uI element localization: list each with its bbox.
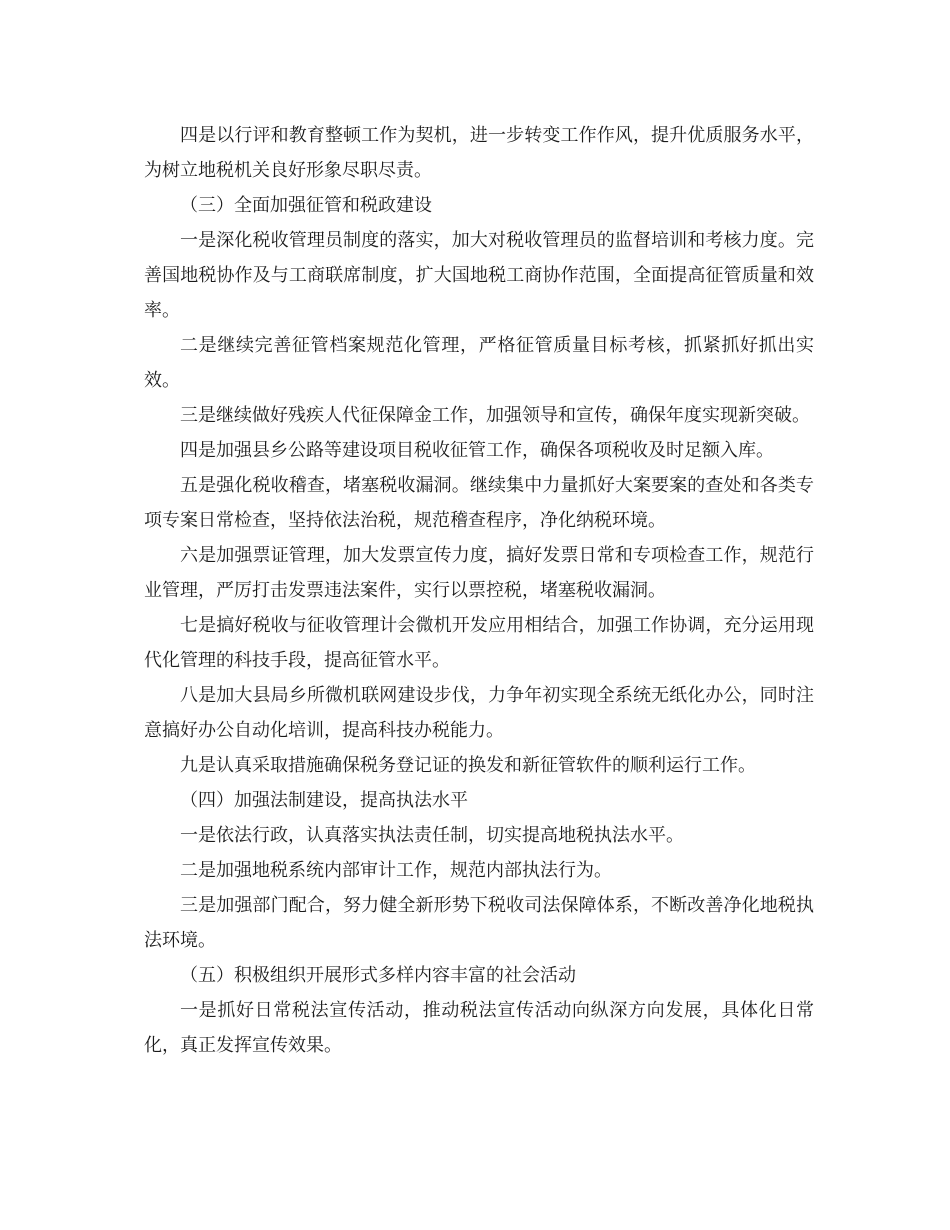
- paragraph-service-quality: 四是以行评和教育整顿工作为契机，进一步转变工作作风，提升优质服务水平，为树立地税机关良好形象尽职尽责。: [144, 125, 814, 181]
- paragraph-internal-audit: 二是加强地税系统内部审计工作，规范内部执法行为。: [180, 860, 612, 881]
- paragraph-road-projects: 四是加强县乡公路等建设项目税收征管工作，确保各项税收及时足额入库。: [180, 440, 774, 461]
- section-heading-5: （五）积极组织开展形式多样内容丰富的社会活动: [180, 965, 576, 986]
- paragraph-tax-inspection: 五是强化税收稽查，堵塞税收漏洞。继续集中力量抓好大案要案的查处和各类专项专案日常检查，坚持依法治税，规范稽查程序，净化纳税环境。: [144, 475, 814, 531]
- paragraph-tax-manager-system: 一是深化税收管理员制度的落实，加大对税收管理员的监督培训和考核力度。完善国地税协作及与工商联席制度，扩大国地税工商协作范围，全面提高征管质量和效率。: [144, 230, 814, 321]
- paragraph-disability-fund: 三是继续做好残疾人代征保障金工作，加强领导和宣传，确保年度实现新突破。: [180, 405, 810, 426]
- document-body: [144, 118, 814, 1063]
- section-heading-3: （三）全面加强征管和税政建设: [180, 195, 432, 216]
- paragraph-law-enforcement: 一是依法行政，认真落实执法责任制，切实提高地税执法水平。: [180, 825, 684, 846]
- paragraph-computer-application: 七是搞好税收与征收管理计会微机开发应用相结合，加强工作协调，充分运用现代化管理的科技手段，提高征管水平。: [144, 615, 814, 671]
- paragraph-archive-management: 二是继续完善征管档案规范化管理，严格征管质量目标考核，抓紧抓好抓出实效。: [144, 335, 814, 391]
- paragraph-registration-software: 九是认真采取措施确保税务登记证的换发和新征管软件的顺利运行工作。: [180, 755, 756, 776]
- paragraph-tax-law-publicity: 一是抓好日常税法宣传活动，推动税法宣传活动向纵深方向发展，具体化日常化，真正发挥宣传效果。: [144, 1000, 814, 1056]
- paragraph-judicial-support: 三是加强部门配合，努力健全新形势下税收司法保障体系，不断改善净化地税执法环境。: [144, 895, 814, 951]
- paragraph-network-construction: 八是加大县局乡所微机联网建设步伐，力争年初实现全系统无纸化办公，同时注意搞好办公自动化培训，提高科技办税能力。: [144, 685, 814, 741]
- paragraph-invoice-management: 六是加强票证管理，加大发票宣传力度，搞好发票日常和专项检查工作，规范行业管理，严厉打击发票违法案件，实行以票控税，堵塞税收漏洞。: [144, 545, 814, 601]
- section-heading-4: （四）加强法制建设，提高执法水平: [180, 790, 468, 811]
